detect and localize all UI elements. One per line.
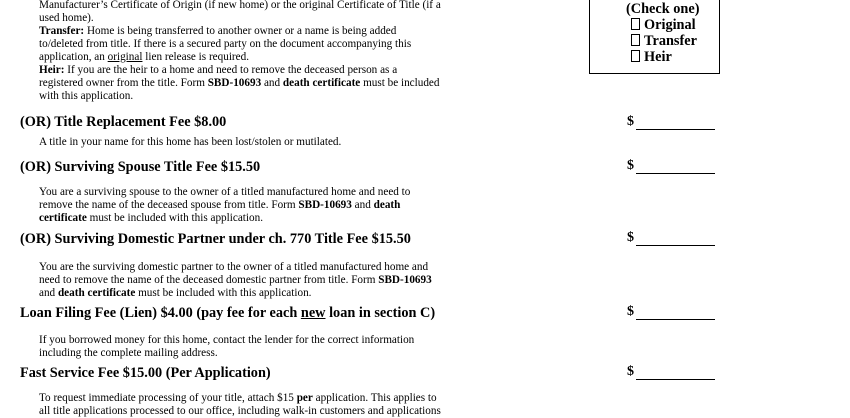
transfer-line: to/deleted from title. If there is a secured party on the document accompanying this [39, 38, 412, 50]
partner-desc-line: You are the surviving domestic partner to the owner of a titled manufactured home and [39, 261, 429, 273]
check-one-panel [589, 0, 720, 74]
original-emphasis: original [107, 51, 143, 63]
fast-service-heading: Fast Service Fee $15.00 (Per Application) [20, 365, 271, 381]
partner-text: and [39, 287, 58, 299]
fast-text: To request immediate processing of your title, attach $15 [39, 392, 297, 404]
spouse-text: and [351, 199, 374, 211]
lien-heading-text: loan in section C) [325, 305, 436, 321]
heir-label: Heir: [39, 64, 65, 76]
dollar-sign: $ [627, 158, 634, 173]
replacement-heading: (OR) Title Replacement Fee $8.00 [20, 114, 227, 130]
intro-line: Manufacturer’s Certificate of Origin (if new home) or the original Certificate of Title (if a [39, 0, 441, 11]
heir-text: registered owner from the title. Form [39, 77, 208, 89]
partner-desc-line [39, 287, 559, 300]
spouse-heading: (OR) Surviving Spouse Title Fee $15.50 [20, 159, 261, 175]
dollar-sign: $ [627, 230, 634, 245]
transfer-text: lien release is required. [142, 51, 250, 63]
death-certificate-emphasis: death certificate [282, 77, 361, 89]
spouse-fee-field[interactable] [627, 160, 715, 174]
intro-block [39, 0, 559, 103]
partner-desc-line [39, 274, 559, 287]
lien-heading [20, 305, 435, 321]
spouse-desc-line [39, 199, 559, 212]
spouse-desc-line [39, 212, 559, 225]
fee-line [636, 173, 715, 174]
transfer-line [39, 51, 559, 64]
replacement-fee-field[interactable] [627, 116, 715, 130]
death-emphasis: death [373, 199, 401, 211]
fast-service-desc [39, 392, 599, 418]
death-certificate-emphasis: death certificate [57, 287, 136, 299]
fast-service-fee-field[interactable] [627, 366, 715, 380]
spouse-text: remove the name of the deceased spouse from title. Form [39, 199, 299, 211]
fee-line [636, 319, 715, 320]
lien-desc [39, 334, 559, 360]
certificate-emphasis: certificate [39, 212, 87, 224]
lien-heading-text: Loan Filing Fee (Lien) $4.00 (pay fee for each [20, 305, 301, 321]
spouse-text: must be included with this application. [86, 212, 264, 224]
partner-desc [39, 261, 559, 300]
form-number: SBD-10693 [298, 199, 352, 211]
dollar-sign: $ [627, 304, 634, 319]
transfer-label: Transfer: [39, 25, 85, 37]
partner-fee-field[interactable] [627, 232, 715, 246]
lien-desc-line: including the complete mailing address. [39, 347, 218, 359]
checkbox-heir[interactable] [631, 50, 640, 62]
option-label: Transfer [644, 33, 697, 49]
fast-text: application. This applies to [312, 392, 437, 404]
form-number: SBD-10693 [207, 77, 262, 89]
checkbox-transfer[interactable] [631, 34, 640, 46]
fast-desc-line [39, 392, 599, 405]
spouse-desc [39, 186, 559, 225]
heir-line: with this application. [39, 90, 134, 102]
option-heir[interactable] [631, 49, 672, 65]
partner-heading: (OR) Surviving Domestic Partner under ch. 770 Title Fee $15.50 [20, 231, 411, 247]
transfer-paragraph [39, 25, 559, 38]
heir-paragraph [39, 64, 559, 77]
transfer-text: application, an [39, 51, 108, 63]
heir-text: If you are the heir to a home and need to remove the deceased person as a [64, 64, 398, 76]
new-emphasis: new [300, 305, 326, 321]
heir-text: must be included [360, 77, 440, 89]
intro-line: used home). [39, 12, 94, 24]
heir-line [39, 77, 559, 90]
spouse-desc-line: You are a surviving spouse to the owner of a titled manufactured home and need to [39, 186, 411, 198]
replacement-desc-line: A title in your name for this home has been lost/stolen or mutilated. [39, 136, 342, 148]
option-label: Heir [644, 49, 672, 65]
partner-text: need to remove the name of the deceased domestic partner from title. Form [39, 274, 379, 286]
per-emphasis: per [296, 392, 313, 404]
transfer-text: Home is being transferred to another owner or a name is being added [84, 25, 397, 37]
dollar-sign: $ [627, 114, 634, 129]
replacement-desc [39, 136, 559, 149]
fee-line [636, 379, 715, 380]
check-one-title: (Check one) [626, 1, 700, 17]
checkbox-original[interactable] [631, 18, 640, 30]
fee-line [636, 129, 715, 130]
form-number: SBD-10693 [378, 274, 432, 286]
option-label: Original [644, 17, 696, 33]
partner-text: must be included with this application. [135, 287, 312, 299]
option-transfer[interactable] [631, 33, 697, 49]
fast-desc-line: all title applications processed to our office, including walk-in customers and applications [39, 405, 441, 417]
dollar-sign: $ [627, 364, 634, 379]
lien-desc-line: If you borrowed money for this home, contact the lender for the correct information [39, 334, 415, 346]
option-original[interactable] [631, 17, 696, 33]
heir-text: and [261, 77, 283, 89]
fee-line [636, 245, 715, 246]
lien-fee-field[interactable] [627, 306, 715, 320]
